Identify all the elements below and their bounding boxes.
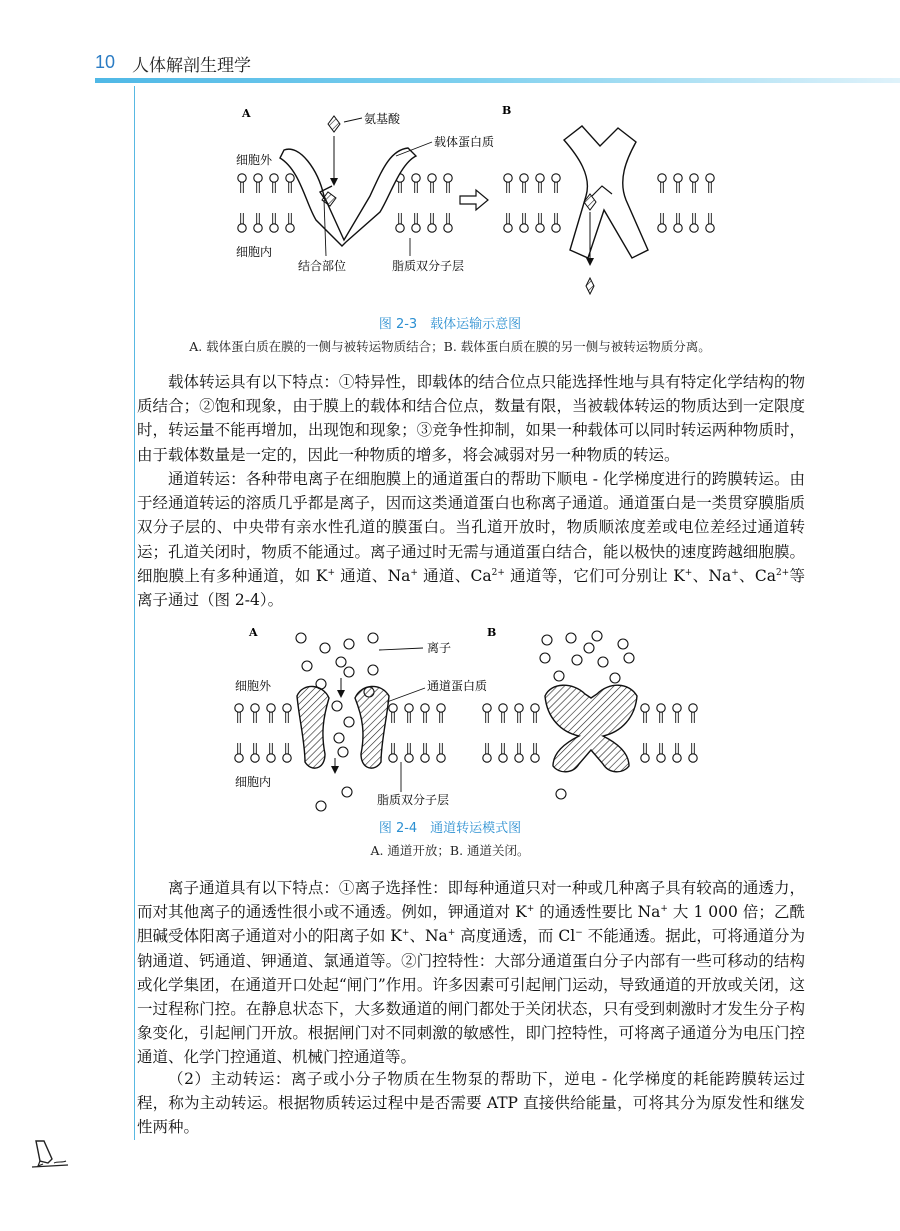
sup: 2+ <box>775 567 790 578</box>
figure-2-3-carrier-diagram <box>220 100 740 308</box>
sup: − <box>575 928 583 939</box>
p2-text-b: 通道、Na <box>335 566 411 585</box>
sup: + <box>660 904 668 915</box>
figure-2-3-caption-note <box>0 336 900 355</box>
fig4-a-channel-left <box>297 686 329 768</box>
fig3-a-lipid-bilayer <box>238 174 452 232</box>
p3-text-d: 、Na <box>409 927 448 946</box>
channel-protein-label: 通道蛋白质 <box>427 679 488 693</box>
figure-2-3-caption-title <box>0 313 900 332</box>
figure-2-4-caption-note <box>0 840 900 859</box>
fig4-panel-a-label: A <box>249 626 258 639</box>
sup: + <box>410 567 418 578</box>
p2-text-a: 通道转运：各种带电离子在细胞膜上的通道蛋白的帮助下顺电 - 化学梯度进行的跨膜转运。由于经通道转运的溶质几乎都是离子，因而这类通道蛋白也称离子通道。通道蛋白是一类贯穿膜脂质双分子层的、中央带有亲水性孔道的膜蛋白。当孔道开放时，物质顺浓度差或电位差经过通道转运；孔道关闭时，物质不能通过。离子通过时无需与通道蛋白结合，能以极快的速度跨越细胞膜。细胞膜上有多种通道，如 K <box>137 470 805 585</box>
header-rule <box>95 78 900 83</box>
pencil-note-icon <box>30 1137 70 1169</box>
figure-2-3-note: A. 载体蛋白质在膜的一侧与被转运物质结合；B. 载体蛋白质在膜的另一侧与被转运物质分离。 <box>189 339 711 354</box>
paragraph-channel-transport <box>137 467 805 612</box>
transition-arrow <box>460 190 488 210</box>
figure-2-4-caption-title <box>0 817 900 836</box>
fig4-extracellular-label: 细胞外 <box>235 679 272 693</box>
fig3-panel-b-label: B <box>502 104 512 117</box>
carrier-protein-label: 载体蛋白质 <box>434 135 495 149</box>
figure-2-4-channel-diagram <box>225 622 725 814</box>
p2-text-f: 、Ca <box>738 566 776 585</box>
fig3-a-carrier-protein <box>280 148 416 246</box>
book-title: 人体解剖生理学 <box>132 56 251 76</box>
paragraph-carrier-features: 载体转运具有以下特点：①特异性，即载体的结合位点只能选择性地与具有特定化学结构的物质结合；②饱和现象，由于膜上的载体和结合位点，数量有限，当被载体转运的物质达到一定限度时，转运量不能再增加，出现饱和现象；③竞争性抑制，如果一种载体可以同时转运两种物质时，由于载体数量是一定的，因此一种物质的增多，将会减弱对另一种物质的转运。 <box>137 373 805 464</box>
fig4-b-channel-closed <box>545 685 637 772</box>
paragraph-active-transport: （2）主动转运：离子或小分子物质在生物泵的帮助下，逆电 - 化学梯度的耗能跨膜转运过程，称为主动转运。根据物质转运过程中是否需要 ATP 直接供给能量，可将其分为原发性和继发性两种。 <box>137 1070 805 1137</box>
fig3-panel-a-label: A <box>242 107 251 120</box>
sup: 2+ <box>491 567 505 578</box>
figure-2-4-title: 图 2-4 通道转运模式图 <box>378 821 522 836</box>
sup: + <box>684 567 693 578</box>
sup: + <box>327 567 335 578</box>
fig4-intracellular-label: 细胞内 <box>235 775 272 789</box>
fig4-a-channel-right <box>355 686 389 768</box>
fig4-lipid-bilayer-label: 脂质双分子层 <box>377 793 450 807</box>
p2-text-e: 、Na <box>692 566 732 585</box>
sup: + <box>526 904 535 915</box>
amino-acid-label: 氨基酸 <box>364 112 401 126</box>
fig3-lipid-bilayer-label: 脂质双分子层 <box>392 259 465 273</box>
sup: + <box>401 928 410 939</box>
fig4-panel-b-label: B <box>487 626 497 639</box>
p3-text-c: 大 1 000 倍；乙酰胆碱受体阳离子通道对小的阳离子如 K <box>137 903 805 946</box>
page-number: 10 <box>95 52 116 72</box>
paragraph-ion-channel-features <box>137 876 805 1070</box>
p2-text-g: 等离子通过（图 2-4）。 <box>137 566 806 610</box>
fig3-extracellular-label: 细胞外 <box>236 153 273 167</box>
p2-text-d: 通道等，它们可分别让 K <box>504 566 685 585</box>
p2-text-c: 通道、Ca <box>417 566 492 585</box>
margin-rule <box>134 86 135 1140</box>
page-header <box>0 0 900 90</box>
figure-2-3-title: 图 2-3 载体运输示意图 <box>378 317 522 332</box>
fig3-b-carrier-protein <box>564 126 648 258</box>
fig3-a-free-amino-acid <box>328 116 340 132</box>
p3-text-f: 不能通透。据此，可将通道分为钠通道、钙通道、钾通道、氯通道等。②门控特性：大部分通道蛋白分子内部有一些可移动的结构或化学集团，在通道开口处起“闸门”作用。许多因素可引起闸门运动，导致通道的开放或关闭，这一过程称门控。在静息状态下，大多数通道的闸门都处于关闭状态，只有受到刺激时才发生分子构象变化，引起闸门开放。根据闸门对不同刺激的敏感性，即门控特性，可将离子通道分为电压门控通道、化学门控通道、机械门控通道等。 <box>137 927 805 1067</box>
sup: + <box>447 928 456 939</box>
figure-2-4-note: A. 通道开放；B. 通道关闭。 <box>370 843 530 858</box>
ion-label: 离子 <box>427 641 452 655</box>
binding-site-label: 结合部位 <box>298 259 347 273</box>
p3-text-a: 离子通道具有以下特点：①离子选择性：即每种通道只对一种或几种离子具有较高的通透力，而对其他离子的通透性很小或不通透。例如，钾通道对 K <box>137 879 805 922</box>
p3-text-e: 高度通透，而 Cl <box>455 927 576 946</box>
p3-text-b: 的通透性要比 Na <box>534 903 661 922</box>
fig3-intracellular-label: 细胞内 <box>236 245 273 259</box>
sup: + <box>731 567 739 578</box>
